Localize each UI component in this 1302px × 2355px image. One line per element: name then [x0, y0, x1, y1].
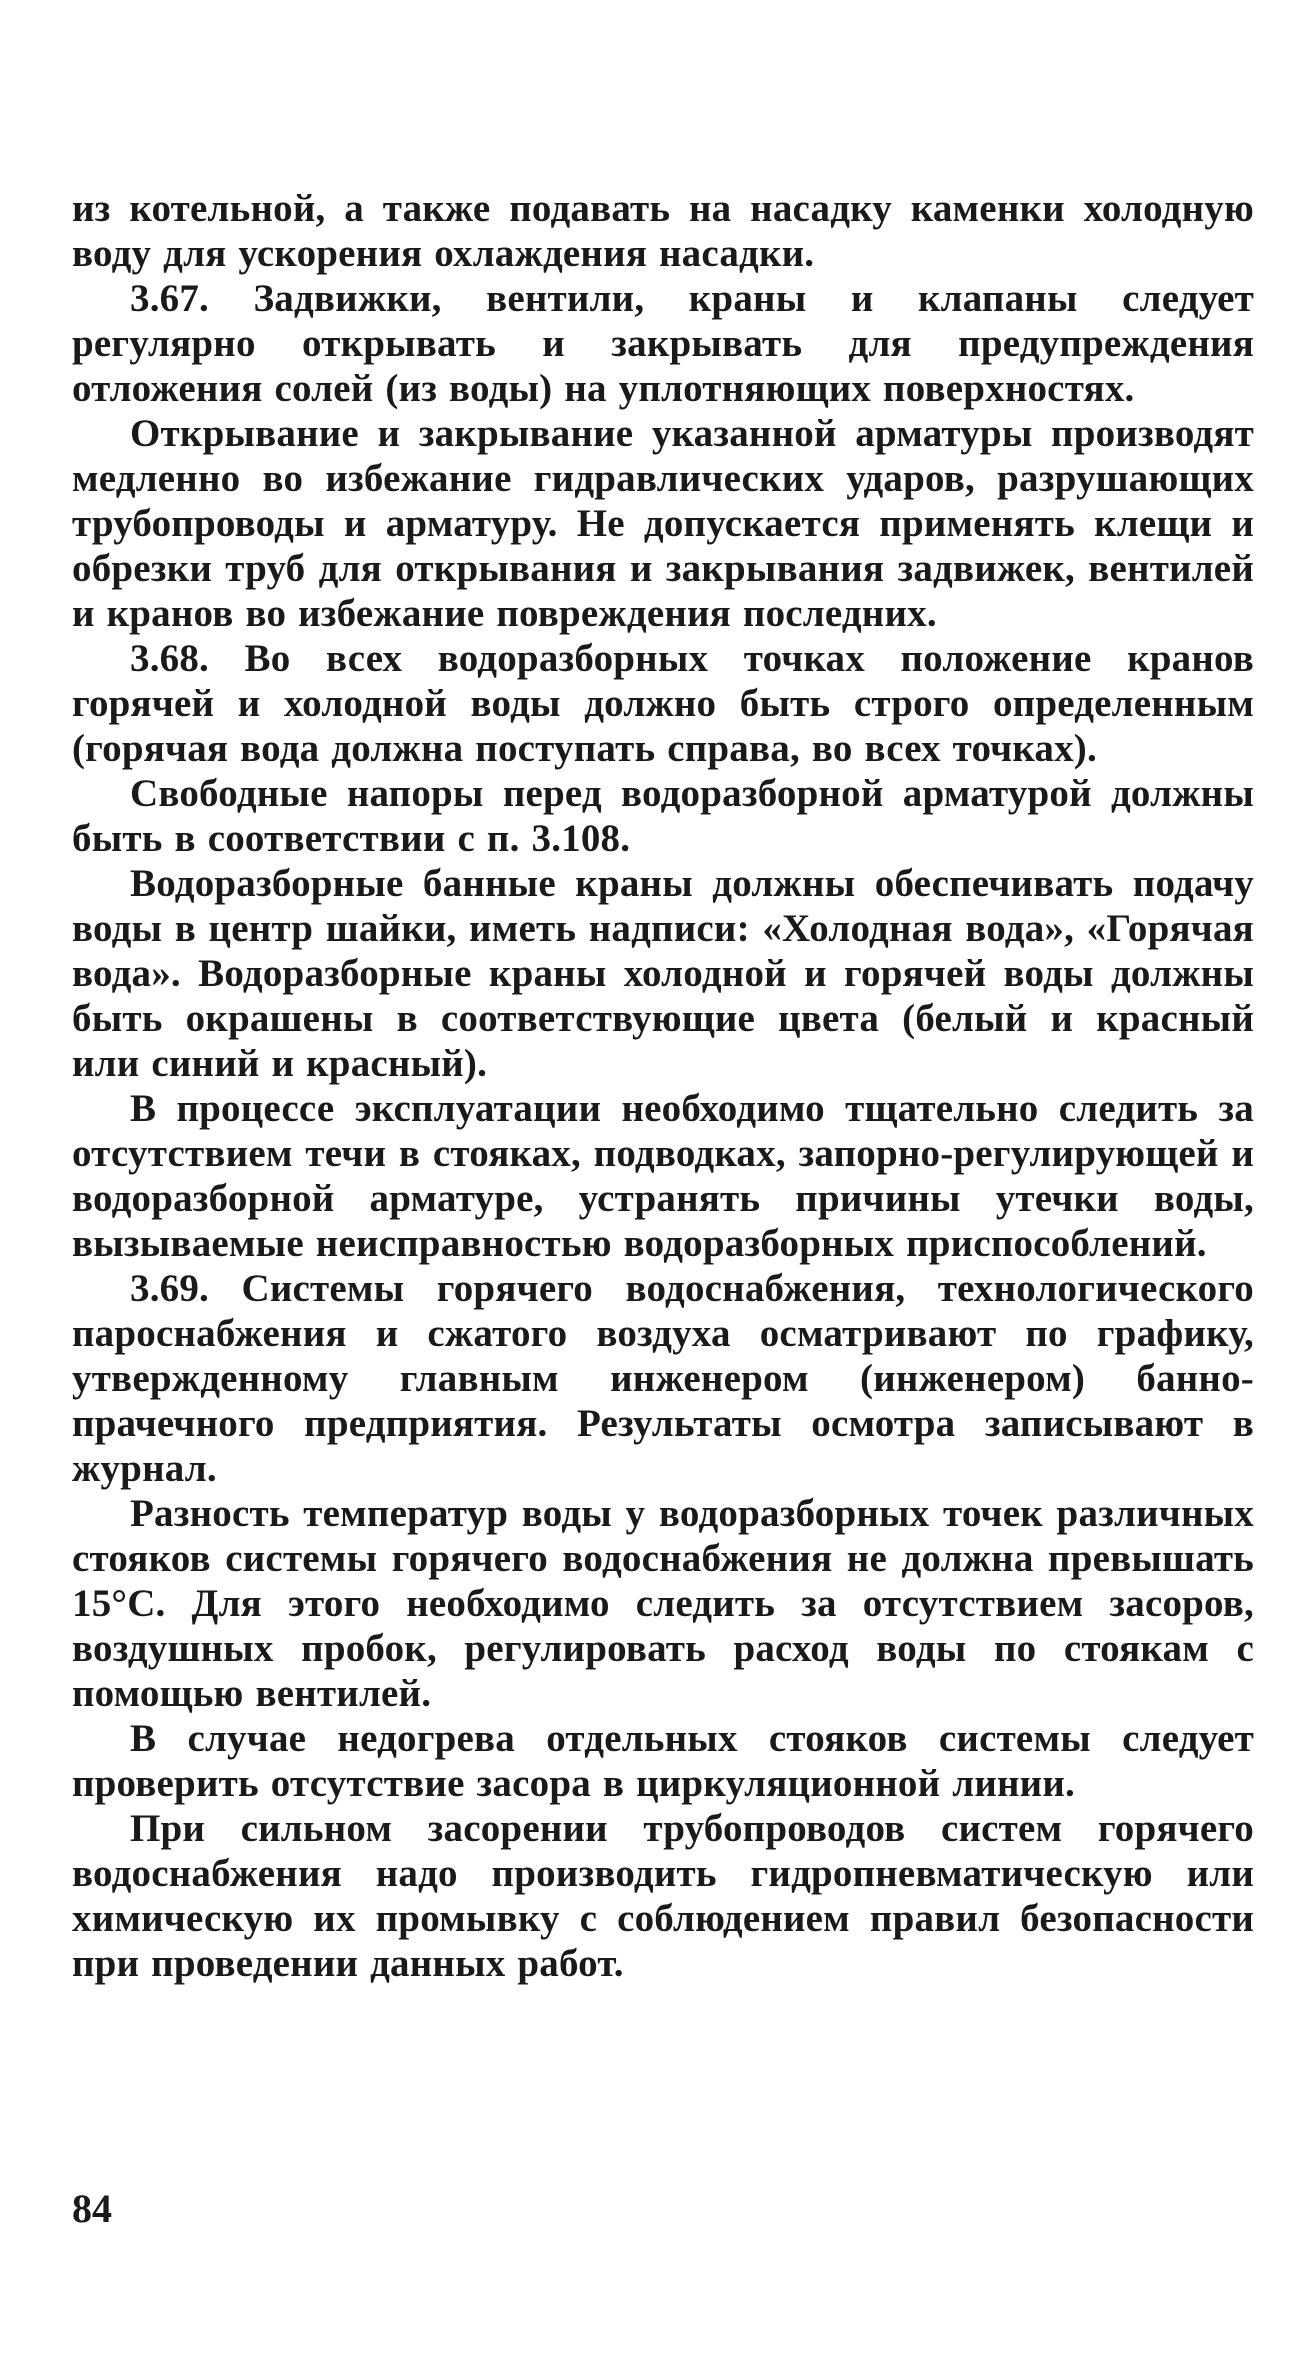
page-number: 84: [72, 2186, 112, 2231]
paragraph-bath-taps: Водоразборные банные краны должны обеспечивать подачу воды в центр шайки, иметь надписи: «Холодная вода», «Горячая вода». Водоразборные краны холодной и горячей воды должны быть окрашены в соответствующие цвета (белый и красный или синий и красный).: [72, 862, 1254, 1085]
paragraph-3-68: 3.68. Во всех водоразборных точках положение кранов горячей и холодной воды должно быть строго определенным (горячая вода должна поступать справа, во всех точках).: [72, 637, 1254, 770]
paragraph-continuation: из котельной, а также подавать на насадку каменки холодную воду для ускорения охлаждения насадки.: [72, 187, 1254, 275]
page-body: [72, 186, 1254, 1986]
paragraph-flushing: При сильном засорении трубопроводов систем горячего водоснабжения надо производить гидропневматическую или химическую их промывку с соблюдением правил безопасности при проведении данных работ.: [72, 1807, 1254, 1985]
paragraph-temperature-difference: Разность температур воды у водоразборных точек различных стояков системы горячего водоснабжения не должна превышать 15°С. Для этого необходимо следить за отсутствием засоров, воздушных пробок, регулировать расход воды по стоякам с помощью вентилей.: [72, 1492, 1254, 1715]
paragraph-leak-monitoring: В процессе эксплуатации необходимо тщательно следить за отсутствием течи в стояках, подводках, запорно-регулирующей и водоразборной арматуре, устранять причины утечки воды, вызываемые неисправностью водоразборных приспособлений.: [72, 1087, 1254, 1265]
paragraph-valve-operation: Открывание и закрывание указанной арматуры производят медленно во избежание гидравлических ударов, разрушающих трубопроводы и арматуру. Не допускается применять клещи и обрезки труб для открывания и закрывания задвижек, вентилей и кранов во избежание повреждения последних.: [72, 412, 1254, 635]
paragraph-3-67: 3.67. Задвижки, вентили, краны и клапаны следует регулярно открывать и закрывать для предупреждения отложения солей (из воды) на уплотняющих поверхностях.: [72, 277, 1254, 410]
paragraph-3-69: 3.69. Системы горячего водоснабжения, технологического пароснабжения и сжатого воздуха осматривают по графику, утвержденному главным инженером (инженером) банно-прачечного предприятия. Результаты осмотра записывают в журнал.: [72, 1267, 1254, 1490]
paragraph-free-pressure: Свободные напоры перед водоразборной арматурой должны быть в соответствии с п. 3.108.: [72, 772, 1254, 860]
paragraph-underheating: В случае недогрева отдельных стояков системы следует проверить отсутствие засора в циркуляционной линии.: [72, 1717, 1254, 1805]
